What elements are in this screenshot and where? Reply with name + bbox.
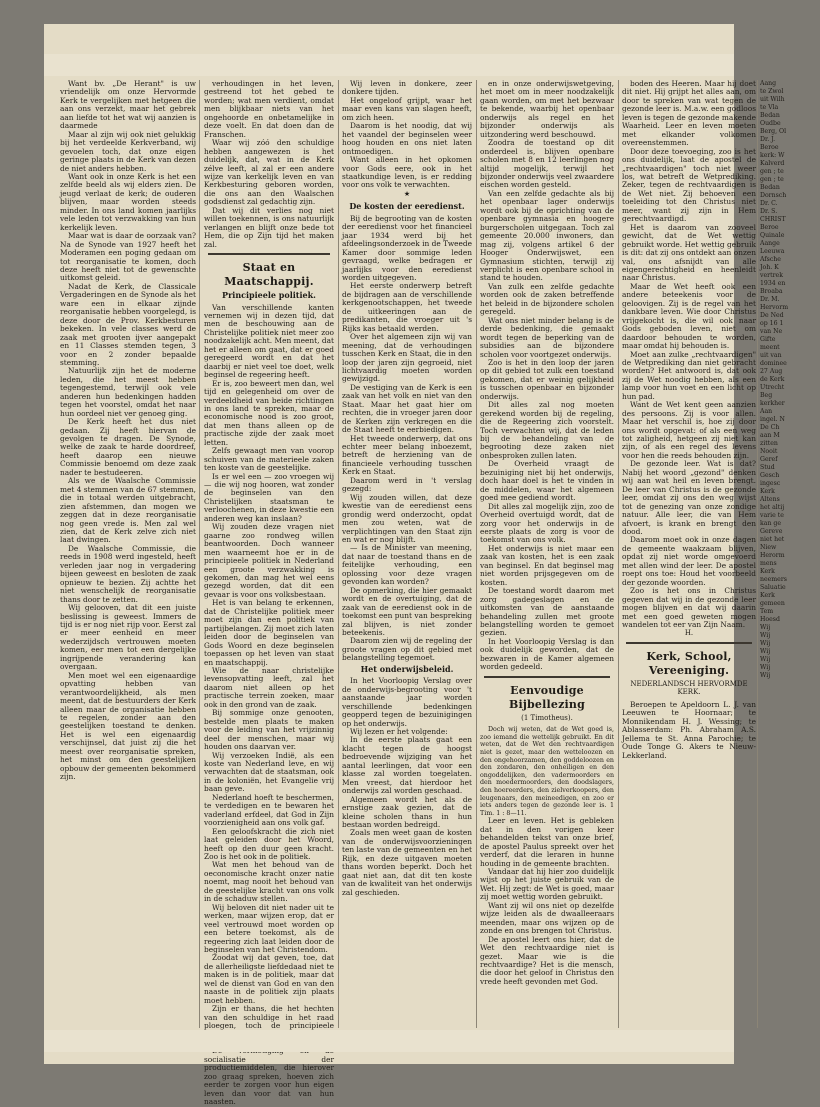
column-1: [60, 80, 196, 1028]
paragraph: De toestand wordt daarom met zorg gadegeslagen en de uitkomsten van de aanstaande behandeling zullen met groote belangstelling worden te gemoet gezien.: [480, 586, 614, 638]
paragraph: Moet aan zulke „rechtvaardigen" de Wetprediking dan niet gebracht worden? Het antwoord is, dat ook zij de Wet noodig hebben, als een lamp voor hun voet en een licht op hun pad.: [622, 349, 756, 401]
partial-line: gen ; te: [760, 168, 784, 175]
partial-line: De Ch: [760, 424, 780, 431]
partial-line: Saluatie: [760, 584, 786, 591]
paragraph: Nadat de Kerk, de Classicale Vergaderingen en de Synode als het ware een in elkaar zijnde reorganisatie hebben voorgelegd, is deze door de Prov. Kerkbesturen bekeken. In vele classes werd de zaak met grooten ijver aangepakt en 11 Classes stemden tegen, 3 voor en 2 zonder bepaalde stemming.: [60, 281, 196, 367]
partial-line: Bedan: [760, 184, 780, 191]
tape-strip-top: [44, 54, 734, 76]
partial-line: Dr. M.: [760, 296, 780, 303]
paragraph: Wat ons niet minder belang is de derde bedenking, die gemaakt wordt tegen de beperking van de subsidies aan de bijzondere scholen voor voortgezet onderwijs.: [480, 315, 614, 359]
paragraph: Zijn er thans, die het hechten van den schuldige in het raad ploegen, toch de principieele: [204, 1004, 334, 1031]
paragraph: In de eerste plaats gaat een klacht tegen de hoogst bedroevende wijziging van het aantal leerlingen, dat voor een klasse zal worden toegelaten. Men vreest, dat hierdoor het onderwijs zal worden geschaad.: [342, 735, 472, 796]
paragraph: Natuurlijk zijn het de moderne leden, die het meest hebben tegengestemd, terwijl ook vele anderen hun bedenkingen hadden tegen het voorstel, omdat het naar hun oordeel niet ver genoeg ging.: [60, 366, 196, 418]
paragraph: Maar wat is daar de oorzaak van? Na de Synode van 1927 heeft het Moderamen een poging gedaan om tot reorganisatie te komen, doch deze heeft niet tot de gewenschte uitkomst geleid.: [60, 231, 196, 283]
partial-line: Broaba: [760, 288, 783, 295]
paragraph: Dat wij dit verlies nog niet willen toekennen, is ons natuurlijk verlangen en blijft onze bede tot Hem, die op Zijn tijd het maken zal.: [204, 205, 334, 249]
partial-line: Utrecht: [760, 384, 785, 391]
section-heading: Kerk, School, Vereeniging.: [646, 649, 732, 677]
partial-line: 27 Aug: [760, 368, 783, 375]
partial-line: Beroe: [760, 144, 779, 151]
paragraph: Algemeen wordt het als de ernstige zaak gezien, dat de kleine scholen thans in hun bestaan worden bedreigd.: [342, 794, 472, 829]
partial-line: mens: [760, 560, 777, 567]
paragraph: Wij gelooven, dat dit een juiste beslissing is geweest. Immers de tijd is er nog niet rijp voor. Eerst zal er meer eenheid en meer wederzijdsch vertrouwen moeten komen, eer men tot een dergelijke ingrijpende verandering kan overgaan.: [60, 603, 196, 672]
partial-line: Gifte: [760, 336, 776, 343]
column-rule: [757, 80, 758, 1028]
paragraph: In het Voorloopig Verslag over de onderwijs-begrooting voor 't aanstaande jaar worden verschillende bedenkingen geopperd tegen de bezuinigingen op het onderwijs.: [342, 676, 472, 728]
partial-line: Bedan: [760, 112, 780, 119]
paragraph: Vandaar dat hij hier zoo duidelijk wijst op het juiste gebruik van de Wet. Hij zegt: de Wet is goed, maar zij moet wettig worden gebruikt.: [480, 867, 614, 902]
partial-line: Afsche: [760, 256, 781, 263]
partial-line: Wij: [760, 632, 771, 639]
paragraph: Het is van belang te erkennen, dat de Christelijke politiek meer moet zijn dan een politiek van partijbelangen. Zij moet zich laten leiden door de beginselen van Gods Woord en deze beginselen toepassen op het leven van staat en maatschappij.: [204, 598, 334, 667]
partial-line: Geref: [760, 456, 778, 463]
section-subheading: Principieele politiek.: [222, 290, 316, 301]
partial-line: Aange: [760, 240, 780, 247]
partial-line: Gesch: [760, 472, 780, 479]
paragraph: Door deze toevoeging, zoo is het ons duidelijk, laat de apostel de „rechtvaardigen" toch niet weer los, wat betreft de Wetprediking. Zeker, tegen de rechtvaardigen is de Wet niet. Zij behoeven een toeleiding tot den Christus niet meer, want zij zijn in Hem gerechtvaardigd.: [622, 146, 756, 224]
partial-line: Kerk: [760, 488, 775, 495]
column-6-partial: [760, 80, 820, 1028]
paragraph: De Overheid vraagt de bezuiniging niet bij het onderwijs, doch haar doel is het te vinden in de middelen, waar het algemeen goed mee gediend wordt.: [480, 459, 614, 503]
paragraph: Bij de begrooting van de kosten der eeredienst voor het financieel jaar 1934 werd bij het afdeelingsonderzoek in de Tweede Kamer door sommige leden gevraagd, welke bedragen er jaarlijks voor den eeredienst worden uitgegeven.: [342, 213, 472, 282]
paragraph: en in onze onderwijswetgeving, het moet om in meer noodzakelijk gaan worden, om met het bezwaar te bekende, waarbij het openbaar onderwijs als regel en het bijzonder onderwijs als uitzondering werd beschouwd.: [480, 79, 614, 139]
paragraph: Daarom zien wij de regeling der groote vragen op dit gebied met belangstelling tegemoet.: [342, 636, 472, 663]
paragraph: Wij zouden deze vragen niet gaarne zoo rondweg willen beantwoorden. Doch wanneer men waarneemt hoe er in de principieele politiek in Nederland een groote verzwakking is gekomen, dan mag het wel eens gezegd worden, dat dit een gevaar is voor ons volksbestaan.: [204, 522, 334, 599]
partial-line: niet het: [760, 536, 785, 543]
paragraph: socialisatie der productiemiddelen, die hierover zoo graag spreken, hoeven zich eerder te zorgen voor hun eigen leven dan voor dat van hun naasten.: [204, 1054, 334, 1107]
paragraph: verhoudingen in het leven, gestreend tot het gebed te worden; wat men verdient, omdat men blijkbaar niets van het ongehoorde en onbetamelijke in deze voelt. En dat doen dan de Franschen.: [204, 79, 334, 139]
section-subheading: NEDERLANDSCH HERVORMDE KERK.: [630, 679, 748, 697]
paragraph: In het Voorloopig Verslag is dan ook duidelijk geworden, dat de bezwaren in de Kamer algemeen worden gedeeld.: [480, 636, 614, 672]
paragraph: Want de Wet kent geen aanzien des persoons. Zij is voor allen. Maar het verschil is, hoe zij door ons wordt opgevat: of als een weg tot zaligheid, hetgeen zij niet kan zijn, of als een regel des levens voor hen die reeds behouden zijn.: [622, 400, 756, 460]
partial-line: gemeen: [760, 600, 785, 607]
column-3: [342, 80, 472, 1028]
paragraph: De Waalsche Commissie, die reeds in 1908 werd ingesteld, heeft verleden jaar nog in vergadering bijeen geweest en besloten de zaak opnieuw te bezien. Zij achtte het niet wenschelijk de reorganisatie thans door te zetten.: [60, 543, 196, 604]
partial-line: CHRIST: [760, 216, 786, 223]
paragraph: Daarom werd in 't verslag gezegd:: [342, 475, 472, 494]
partial-line: neemers: [760, 576, 787, 583]
partial-line: Joh. K: [760, 264, 779, 271]
paragraph: Maar de Wet heeft ook een andere beteekenis voor de geloovigen. Zij is de regel van het dankbare leven. Wie door Christus vrijgekocht is, die wil ook naar Gods geboden leven, niet om daardoor behouden te worden, maar omdat hij behouden is.: [622, 281, 756, 351]
partial-line: Leeuwa: [760, 248, 785, 255]
paragraph: Zoo is het in den loop der jaren op dit gebied tot zulk een toestand gekomen, dat er weinig gelijkheid is tusschen openbaar en bijzonder onderwijs.: [480, 357, 614, 401]
partial-line: ingel. N: [760, 416, 785, 423]
partial-line: Kerk: [760, 592, 775, 599]
partial-line: zitten: [760, 440, 778, 447]
partial-line: te Zwol: [760, 88, 784, 95]
partial-line: van Ne: [760, 328, 783, 335]
partial-line: te Vla: [760, 104, 779, 111]
paragraph: Daarom is het noodig, dat wij het vaandel der beginselen weer hoog houden en ons niet laten ontmoedigen.: [342, 121, 472, 156]
paragraph: Zoodat wij dat geven, toe, dat de allerheiligste liefdedaad niet te maken is in de politiek, maar dat wel de dienst van God en van den naaste in de politiek zijn plaats moet hebben.: [204, 953, 334, 1005]
partial-line: Altens: [760, 496, 780, 503]
partial-line: 1934 en: [760, 280, 786, 287]
paragraph: Het ongeloof grijpt, waar het maar even kans van slagen heeft, om zich heen.: [342, 95, 472, 122]
paragraph: Een geloofskracht die zich niet laat geleiden door het Woord, heeft op den duur geen kracht. Zoo is het ook in de politiek.: [204, 826, 334, 861]
partial-line: Wij: [760, 640, 771, 647]
paragraph: Daarom moet ook in onze dagen de gemeente waakzaam blijven, opdat zij niet worde omgevoerd met allen wind der leer. De apostel roept ons toe: Houd het voorbeeld der gezonde woorden.: [622, 535, 756, 587]
partial-line: meent: [760, 344, 780, 351]
section-heading: Eenvoudige Bijbellezing: [508, 683, 586, 711]
paragraph: Want bv. „De Herant" is uw vriendelijk om onze Hervormde Kerk te vergelijken met hetgeen die aan ons verzekt, maar het gebrek aan liefde tot het wat wij aanzien is daarmede: [60, 79, 196, 131]
paragraph: Zoo is het ons in Christus gegeven dat wij in de gezonde leer mogen blijven en dat wij daarin met een goed geweten mogen wandelen tot eer van Zijn Naam.: [622, 586, 756, 629]
paragraph: Beroepen te Apeldoorn L. J. van Leeuwen te Hoornaar; te Monnikendam H. J. Wessing; te Ablasserdam: Ph. Abraham A.S. Jellema te St. Anna Parochie; te Oude Tonge G. Akers te Nieuw-Lekkerland.: [622, 699, 756, 760]
paragraph: Dit alles zal mogelijk zijn, zoo de Overheid overtuigd wordt, dat de zorg voor het onderwijs in de eerste plaats de zorg is voor de toekomst van ons volk.: [480, 501, 614, 545]
paragraph: De gezonde leer. Wat is dat? Nabij het woord „gezond" denken wij aan wat heil en leven brengt. De leer van Christus is de gezonde leer, omdat zij ons den weg wijst tot de genezing van onze zondige natuur. Alle leer, die van Hem afvoert, is krank en brengt den dood.: [622, 459, 756, 537]
partial-line: vertrek: [760, 272, 783, 279]
partial-line: kerk: W: [760, 152, 785, 159]
partial-line: Dr. J.: [760, 136, 776, 143]
partial-line: Beroe: [760, 224, 779, 231]
partial-line: Aang: [760, 80, 777, 87]
partial-line: Wij: [760, 656, 771, 663]
column-rule: [199, 80, 200, 1028]
section-heading: Het onderwijsbeleid.: [360, 663, 454, 674]
paragraph: Het eerste onderwerp betreft de bijdragen aan de verschillende kerkgenootschappen, het tweede de uitkeeringen aan de predikanten, die vroeger uit 's Rijks kas betaald werden.: [342, 281, 472, 333]
partial-line: uit van: [760, 352, 782, 359]
paragraph: Zelfs gewaagt men van voorop schuiven van de materieele zaken ten koste van de geestelijke.: [204, 446, 334, 473]
partial-line: ingesc: [760, 480, 781, 487]
paragraph: Over het algemeen zijn wij van meening, dat de verhoudingen tusschen Kerk en Staat, die in den loop der jaren zijn gegroeid, niet lichtvaardig moeten worden gewijzigd.: [342, 332, 472, 384]
partial-line: Wij: [760, 672, 771, 679]
section-divider: [208, 253, 330, 255]
paragraph: Dit alles zal nog moeten gerekend worden bij de regeling, die de Regeering zich voorstelt. Toch verwachten wij, dat de leden bij de behandeling van de begrooting deze zaken niet onbesproken zullen laten.: [480, 400, 614, 460]
partial-line: Hervorm: [760, 304, 789, 311]
partial-line: kerkher: [760, 400, 785, 407]
paragraph: Wat men het behoud van de oeconomische kracht onzer natie noemt, mag nooit het behoud van de geestelijke kracht van ons volk in de schaduw stellen.: [204, 860, 334, 904]
tape-strip-bottom: [44, 1030, 734, 1052]
partial-line: Wij: [760, 648, 771, 655]
paragraph: Van een zelfde gedachte als bij het openbaar lager onderwijs wordt ook bij de oprichting van de openbare gymnasia en hoogere burgerscholen uitgegaan. Toch zal gemeente 20.000 inwoners, dan mag zij, volgens artikel 6 der Hooger Onderwijswet, een Gymnasium stichten, terwijl zij verplicht is een openbare school in stand te houden.: [480, 188, 614, 283]
paragraph: Het onderwijs is niet maar een zaak van kosten, het is een zaak van beginsel. En dat beginsel mag niet worden prijsgegeven om de kosten.: [480, 543, 614, 587]
partial-line: Niew: [760, 544, 777, 551]
partial-line: Wij: [760, 664, 771, 671]
scripture-quote: Doch wij weten, dat de Wet goed is, zoo iemand die wettelijk gebruikt. En dit weten, dat de Wet den rechtvaardigen niet is gezet, maar den wetteloozen en den ongehoorzamen, den goddeloozen en den zondaren, den onheiligen en den ongoddelijken, den vadermoorders en den moedermoorders, den doodslagers, den hoereerders, den zielverkoopers, den leugenaars, den meineedigen, en zoo er iets anders tegen de gezonde leer is. 1 Tim. 1 : 8—11.: [480, 726, 614, 817]
partial-line: de Kerk: [760, 376, 785, 383]
partial-line: Quinale: [760, 232, 785, 239]
paragraph: Als we de Waalsche Commissie met 4 stemmen van de 67 stemmen, die in totaal werden uitgebracht, zien afstemmen, dan mogen we zeggen dat in deze reorganisatie nog geen vrede is. Men zal wel zien, dat de Kerk zelve zich niet laat dwingen.: [60, 476, 196, 545]
paragraph: Zoals men weet gaan de kosten van de onderwijsvoorzieningen ten laste van de gemeenten en het Rijk, en deze uitgaven moeten thans worden beperkt. Doch het gaat niet aan, dat dit ten koste van de kwaliteit van het onderwijs zal geschieden.: [342, 828, 472, 897]
partial-line: kan ge: [760, 520, 782, 527]
partial-line: Beg: [760, 392, 773, 399]
partial-line: Dr. C.: [760, 200, 778, 207]
paragraph: Wie de naar christelijke levensopvatting leeft, zal het daarom niet alleen op het practische terrein zoeken, maar ook in den grond van de zaak.: [204, 666, 334, 709]
partial-line: Kerk: [760, 568, 775, 575]
partial-line: Kalverd: [760, 160, 785, 167]
paragraph: Want zij wil ons niet op dezelfde wijze leiden als de dwaalleeraars meenden, maar ons wijzen op de zonde en ons brengen tot Christus.: [480, 900, 614, 936]
section-divider: [484, 676, 610, 678]
paragraph: De apostel leert ons hier, dat de Wet den rechtvaardige niet is gezet. Maar wie is die rechtvaardige? Het is die mensch, die door het geloof in Christus den vrede heeft gevonden met God.: [480, 934, 614, 986]
section-subheading: (1 Timotheus).: [521, 713, 573, 722]
paragraph: Van verschillende kanten vernemen wij in dezen tijd, dat men de beschouwing aan de Christelijke politiek niet meer zoo noodzakelijk acht. Men meent, dat het er alleen om gaat, dat er goed geregeerd wordt en dat het daarbij er niet veel toe doet, welk beginsel de regeering heeft.: [204, 302, 334, 380]
column-rule: [476, 80, 477, 1028]
paragraph: De opmerking, die hier gemaakt wordt en de overtuiging, dat de zaak van de eeredienst ook in de toekomst een punt van bespreking zal blijven, is niet zonder beteekenis.: [342, 585, 472, 637]
partial-line: De Ned: [760, 312, 784, 319]
column-4: [480, 80, 614, 1028]
section-heading: Staat en Maatschappij.: [224, 261, 314, 289]
paragraph: De Kerk heeft het dus niet gedaan. Zij heeft hiervan de gevolgen te dragen. De Synode, welke de zaak te harde doordreef, heeft daarop een nieuwe Commissie benoemd om deze zaak nader te bestudeeren.: [60, 417, 196, 477]
partial-line: Aan: [760, 408, 773, 415]
section-heading: De kosten der eeredienst.: [349, 201, 465, 212]
paragraph: Is er wel een — zoo vroegen wij — die wij nog hooren, wat zonder de beginselen van den Christelijken staatsman te verloochenen, in deze kwestie een anderen weg kan inslaan?: [204, 471, 334, 523]
paragraph: Want ook in onze Kerk is het een zelfde beeld als wij elders zien. De jeugd verlaat de kerk; de ouderen blijven, maar worden steeds minder. In ons land komen jaarlijks vele leden tot verzwakking van hun kerkelijk leven.: [60, 171, 196, 232]
paragraph: Waar wij zóó den schuldige hebben aangewezen is het duidelijk, dat, wat in de Kerk zélve leeft, al zal er een andere wijze van kerkelijk leven en van Kerkbesturing geboren worden, die ons aan den Waalschen godsdienst zal gedachtig zijn.: [204, 138, 334, 207]
partial-line: Berg, Ol: [760, 128, 787, 135]
column-rule: [338, 80, 339, 1028]
partial-line: Dornsch: [760, 192, 787, 199]
paragraph: Wij zouden willen, dat deze kwestie van de eeredienst eens grondig werd onderzocht, opdat men zou weten, wat de verplichtingen van den Staat zijn en wat er nog blijft.: [342, 492, 472, 545]
paragraph: Maar al zijn wij ook niet gelukkig bij het verdeelde Kerkverband, wij gevoelen toch, dat onze eigen geringe plaats in de Kerk van dezen de niet anders hebben.: [60, 129, 196, 173]
partial-line: aan M: [760, 432, 780, 439]
signature: H.: [684, 629, 694, 638]
star-ornament: ★: [403, 189, 411, 198]
partial-line: varie te: [760, 512, 784, 519]
paragraph: Leer en leven. Het is gebleken dat in den vorigen keer behandelden tekst van onze brief, de apostel Paulus spreekt over het verderf, dat die leraren in hunne houding in de gemeente brachten.: [480, 816, 614, 868]
column-rule: [618, 80, 619, 1028]
partial-line: Gereve: [760, 528, 783, 535]
partial-line: Dr. S.: [760, 208, 778, 215]
paragraph: Het tweede onderwerp, dat ons echter meer belang inboezemt, betreft de herziening van de financieele verhouding tusschen Kerk en Staat.: [342, 433, 472, 477]
paragraph: boden des Heeren. Maar hij doet dit niet. Hij grijpt het alles aan, om door te spreken van wat tegen de gezonde leer is. M.a.w. een godloos leven is tegen de gezonde makende Waarheid. Leer en leven moeten met elkander volkomen overeenstemmen.: [622, 79, 756, 148]
column-2: [204, 79, 334, 1107]
partial-line: Tem: [760, 608, 774, 615]
paragraph: De vestiging van de Kerk is een zaak van het volk en niet van den Staat. Maar het gaat hier om rechten, die in vroeger jaren door de Kerken zijn verkregen en die de Staat heeft te eerbiedigen.: [342, 382, 472, 435]
paragraph: Men moet wel een eigenaardige opvatting hebben van verantwoordelijkheid, als men meent, dat de bestuurders der Kerk alleen maar de organisatie hebben te regelen, zonder aan den geestelijken toestand te denken. Het is wel een eigenaardig verschijnsel, dat juist zij die het meest over reorganisatie spreken, het minst om den geestelijken opbouw der gemeenten bekommerd zijn.: [60, 670, 196, 782]
paragraph: Bij sommige onze genooten, bestelde men plaats te maken voor de leiding van het vrijzinnig deel der menschen, maar wij houden ons daarvan ver.: [204, 708, 334, 752]
newspaper-page: [44, 24, 789, 1107]
partial-line: Oudbe: [760, 120, 781, 127]
partial-line: Herorm: [760, 552, 785, 559]
partial-line: gen ; te: [760, 176, 784, 183]
paragraph: Want alleen in het opkomen voor Gods eere, ook in het staatkundige leven, is er redding voor ons volk te verwachten.: [342, 155, 472, 190]
column-5: [622, 80, 756, 1028]
partial-line: Stud: [760, 464, 775, 471]
partial-line: dominee: [760, 360, 787, 367]
partial-line: Nooit: [760, 448, 778, 455]
partial-line: Wij: [760, 624, 771, 631]
paragraph: Wij verzoeken Indië, als een koste van Nederland leve, en wij verwachten dat de staatsman, ook in de koloniën, het Evangelie vrij baan geve.: [204, 750, 334, 794]
partial-line: Hoesd: [760, 616, 780, 623]
paragraph: Van zulk een zelfde gedachte worden ook de zaken betreffende het beleid in de bijzondere scholen geregeld.: [480, 281, 614, 317]
partial-line: op 16 1: [760, 320, 784, 327]
paragraph: Wij lezen er het volgende:: [350, 726, 448, 736]
paragraph: Nederland hoeft te beschermen, te verdedigen en te bewaren het vaderland erfdeel, dat God in Zijn voorzienigheid aan ons volk gaf.: [204, 792, 334, 828]
paragraph: — Is de Minister van meening, dat naar de toestand thans en de feitelijke verhouding, een oplossing voor deze vragen gevonden kan worden?: [342, 543, 472, 587]
partial-line: uit Wilh: [760, 96, 785, 103]
paragraph: Er is, zoo beweert men dan, wel tijd en gelegenheid om over de verdeeldheid van beide richtingen in ons land te spreken, maar de economische nood is zoo groot, dat men thans alleen op de practische zijde der zaak moet letten.: [204, 378, 334, 447]
partial-line: het altij: [760, 504, 785, 511]
section-divider: [626, 642, 752, 644]
paragraph: Wij leven in donkere, zeer donkere tijden.: [342, 79, 472, 97]
paragraph: Het is daarom van zooveel gewicht, dat de Wet wettig gebruikt worde. Het wettig gebruik is dit: dat zij ons ontdekt aan onzen val, ons afsnijdt van alle eigengerechtigheid en heenleidt naar Christus.: [622, 222, 756, 283]
paragraph: Wij beloven dit niet nader uit te werken, maar wijzen erop, dat er veel vertrouwd moet worden op een betere toekomst, als de regeering zich laat leiden door de beginselen van het Christendom.: [204, 902, 334, 954]
paragraph: Zoodra de toestand op dit onderdeel is, blijven openbare scholen met 8 en 12 leerlingen nog altijd mogelijk, terwijl het bijzonder onderwijs veel zwaardere eischen worden gesteld.: [480, 138, 614, 190]
